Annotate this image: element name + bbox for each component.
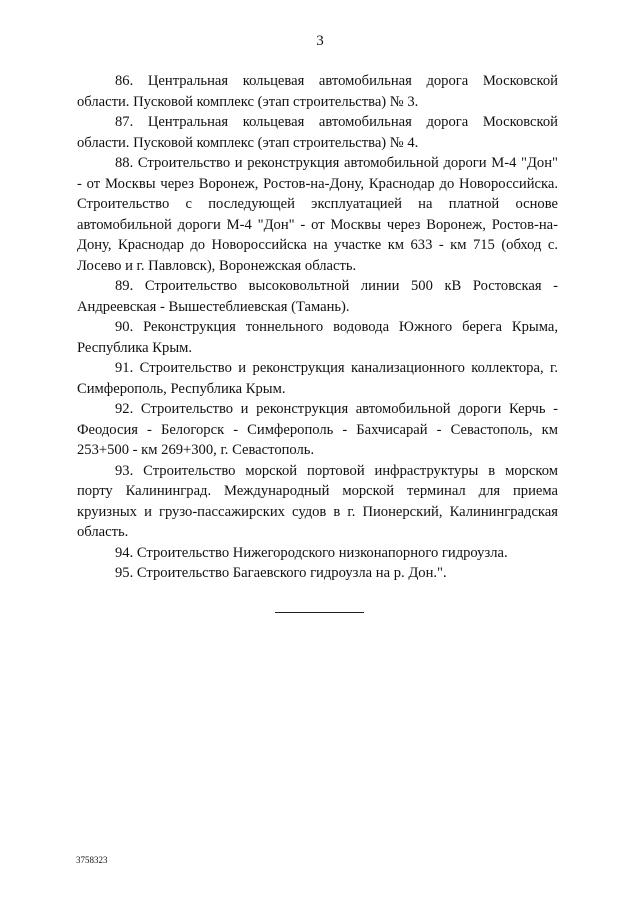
list-item-93: 93. Строительство морской портовой инфраструктуры в морском порту Калининград. Международный морской терминал для приема круизных и грузо-пассажирских судов в г. Пионерский, Калининградская область. <box>77 462 558 540</box>
list-item-87: 87. Центральная кольцевая автомобильная дорога Московской области. Пусковой комплекс (этап строительства) № 4. <box>77 114 558 151</box>
list-item-91: 91. Строительство и реконструкция канализационного коллектора, г. Симферополь, Республика Крым. <box>77 360 558 397</box>
list-item-88: 88. Строительство и реконструкция автомобильной дороги М-4 "Дон" - от Москвы через Воронеж, Ростов-на-Дону, Краснодар до Новороссийска. Строительство с последующей эксплуатацией на платной основе автомобильной дороги М-4 "Дон" - от Москвы через Воронеж, Ростов-на-Дону, Краснодар до Новороссийска на участке км 633 - км 715 (обход с. Лосево и г. Павловск), Воронежская область. <box>77 155 558 274</box>
document-code: 3758323 <box>76 855 108 865</box>
end-separator-line <box>275 612 364 613</box>
list-item-94: 94. Строительство Нижегородского низконапорного гидроузла. <box>115 544 508 561</box>
list-item-95: 95. Строительство Багаевского гидроузла на р. Дон.". <box>115 565 447 581</box>
document-body <box>77 71 558 584</box>
list-item-89: 89. Строительство высоковольтной линии 500 кВ Ростовская - Андреевская - Вышестеблиевская (Тамань). <box>77 278 558 315</box>
list-item-90: 90. Реконструкция тоннельного водовода Южного берега Крыма, Республика Крым. <box>77 319 558 356</box>
list-item-86: 86. Центральная кольцевая автомобильная дорога Московской области. Пусковой комплекс (этап строительства) № 3. <box>77 73 558 110</box>
list-item-92: 92. Строительство и реконструкция автомобильной дороги Керчь - Феодосия - Белогорск - Симферополь - Бахчисарай - Севастополь, км 253+500 - км 269+300, г. Севастополь. <box>77 401 558 458</box>
page-number: 3 <box>316 33 324 49</box>
